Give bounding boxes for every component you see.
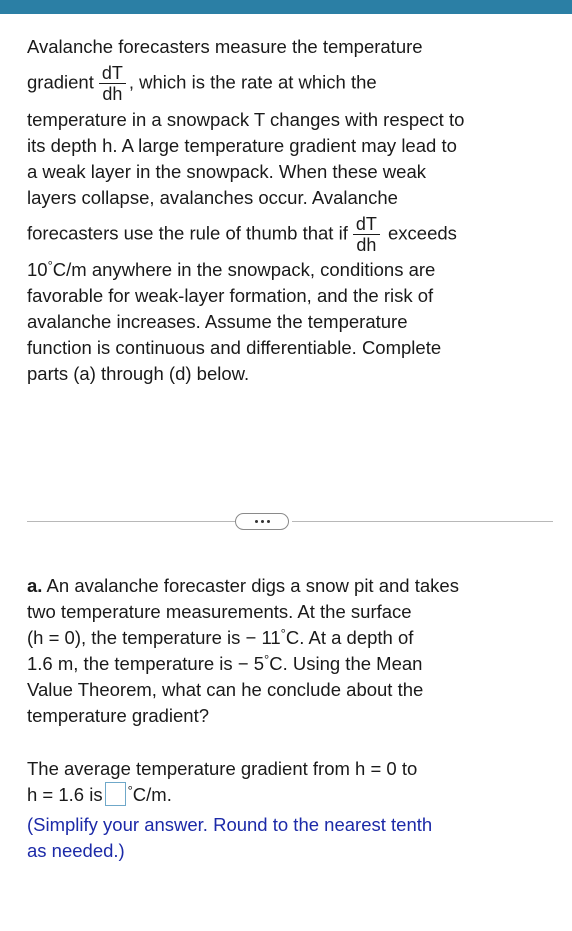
intro-line: parts (a) through (d) below. — [27, 363, 250, 384]
part-a-question — [27, 573, 552, 729]
more-dot-icon — [255, 520, 258, 523]
part-a-line: two temperature measurements. At the surface — [27, 601, 412, 622]
part-a-line: a. An avalanche forecaster digs a snow pit and takes — [27, 575, 459, 596]
problem-intro — [27, 34, 552, 387]
dT-dh-fraction: $\frac{dT}{dh}$ — [99, 63, 126, 104]
intro-line: its depth h. A large temperature gradient may lead to — [27, 135, 457, 156]
average-gradient-input[interactable] — [105, 782, 126, 806]
answer-input-line: h = 1.6 is °C/m. — [27, 783, 172, 805]
dT-dh-fraction-2: $\frac{dT}{dh}$ — [353, 214, 380, 255]
section-divider-left — [27, 521, 235, 522]
intro-line: avalanche increases. Assume the temperature — [27, 311, 408, 332]
intro-line: Avalanche forecasters measure the temperature — [27, 36, 423, 57]
intro-line: favorable for weak-layer formation, and the risk of — [27, 285, 434, 306]
intro-line: a weak layer in the snowpack. When these weak — [27, 161, 426, 182]
part-a-label: a. — [27, 575, 43, 596]
part-a-line: 1.6 m, the temperature is − 5°C. Using the Mean — [27, 652, 423, 674]
intro-line: function is continuous and differentiable. Complete — [27, 337, 442, 358]
more-dot-icon — [261, 520, 264, 523]
part-a-line: Value Theorem, what can he conclude about the — [27, 679, 424, 700]
intro-line: layers collapse, avalanches occur. Avalanche — [27, 187, 398, 208]
intro-line-threshold: 10°C/m anywhere in the snowpack, conditions are — [27, 258, 436, 280]
intro-line: temperature in a snowpack T changes with respect to — [27, 109, 465, 130]
show-more-button[interactable] — [235, 513, 289, 530]
section-divider-right — [292, 521, 553, 522]
intro-line-rule: forecasters use the rule of thumb that if $\frac{dT}{dh}$ exceeds — [27, 214, 457, 255]
answer-hint: (Simplify your answer. Round to the nearest tenth as needed.) — [27, 814, 433, 861]
answer-section — [27, 756, 552, 864]
part-a-line: (h = 0), the temperature is − 11°C. At a depth of — [27, 626, 414, 648]
answer-prompt-line: The average temperature gradient from h = 0 to — [27, 758, 418, 779]
top-accent-bar — [0, 0, 572, 14]
part-a-line: temperature gradient? — [27, 705, 210, 726]
intro-line-gradient: gradient $\frac{dT}{dh}$ , which is the rate at which the — [27, 63, 377, 104]
more-dot-icon — [267, 520, 270, 523]
